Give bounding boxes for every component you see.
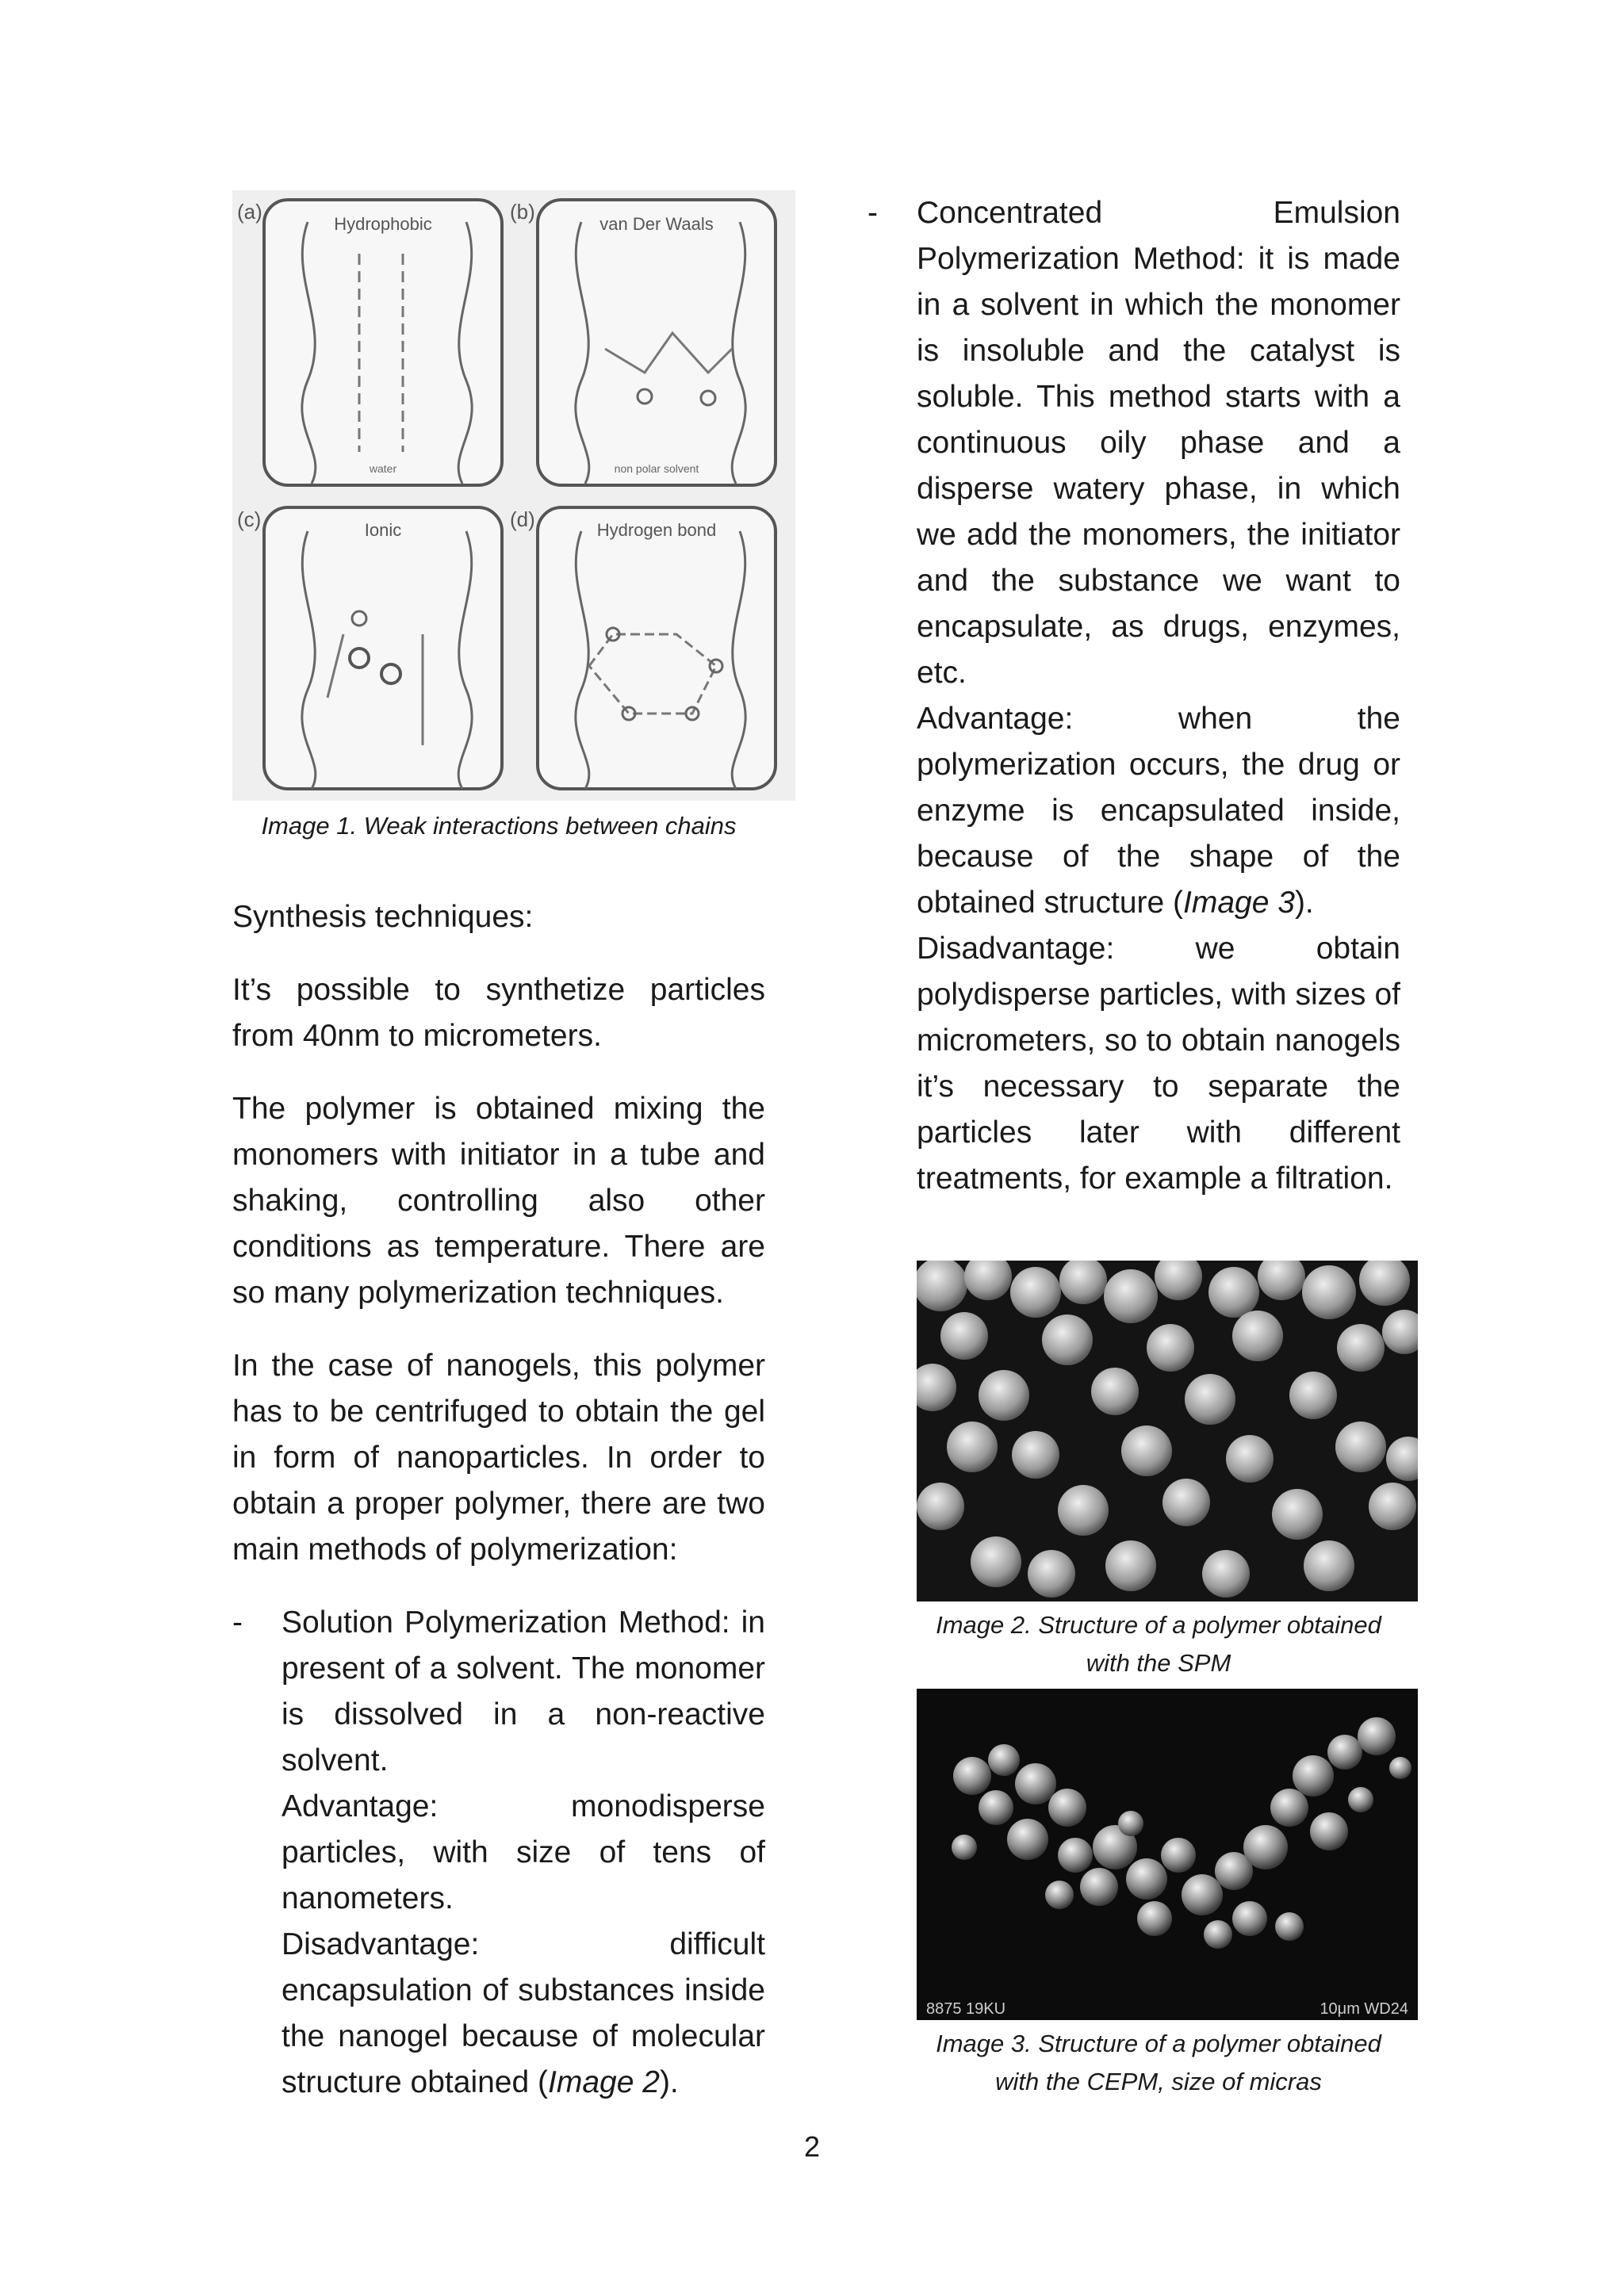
solution-advantage: Advantage: monodisperse particles, with size of tens of nanometers. xyxy=(282,1789,765,1915)
bullet-dash: - xyxy=(868,196,878,230)
micrograph-scale-left: 8875 19KU xyxy=(926,2000,1006,2018)
micrograph-scale-right: 10μm WD24 xyxy=(1320,2000,1408,2018)
cepm-micrograph-image xyxy=(917,1689,1418,2020)
paragraph-nanogels: In the case of nanogels, this polymer has to be centrifuged to obtain the gel in form of nanoparticles. In order to obtain a proper polymer, there are two main methods of polymerization: xyxy=(232,1349,765,1567)
weak-interactions-diagram xyxy=(232,190,795,801)
emulsion-advantage xyxy=(917,696,1400,926)
figure3-caption: Image 3. Structure of a polymer obtained with the CEPM, size of micras xyxy=(936,2030,1381,2095)
emulsion-disadvantage: Disadvantage: we obtain polydisperse particles, with sizes of micrometers, so to obtain nanogels it’s necessary to separate the particles later with different treatments, for example a filtration. xyxy=(917,932,1400,1196)
panel-c-letter: (c) xyxy=(237,507,262,531)
emulsion-advantage-text: Advantage: when the polymerization occurs, the drug or enzyme is encapsulated inside, because of the shape of the obtained structure ( xyxy=(917,702,1400,920)
spm-micrograph-image xyxy=(917,1261,1418,1601)
panel-d-title: Hydrogen bond xyxy=(596,520,717,540)
paragraph-particle-size: It’s possible to synthetize particles from 40nm to micrometers. xyxy=(232,973,765,1053)
figure2-caption: Image 2. Structure of a polymer obtained with the SPM xyxy=(936,1611,1381,1677)
synthesis-heading: Synthesis techniques: xyxy=(232,900,534,934)
left-column xyxy=(232,190,765,2106)
bullet-solution-polymerization xyxy=(232,1600,765,2106)
emulsion-method-text: Concentrated Emulsion Polymerization Method: it is made in a solvent in which the monomer is insoluble and the catalyst is soluble. This method starts with a continuous oily phase and a disperse watery phase, in which we add the monomers, the initiator and the substance we want to encapsulate, as drugs, enzymes, etc. xyxy=(917,196,1400,690)
figure-spm-micrograph xyxy=(917,1261,1418,1601)
solution-disadvantage-close: ). xyxy=(659,2065,679,2099)
solution-disadvantage-text: difficult encapsulation of substances inside the nanogel because of molecular structure obtained ( xyxy=(282,1927,765,2099)
page-number: 2 xyxy=(803,2130,821,2163)
image3-reference: Image 3 xyxy=(1183,886,1295,920)
bullet-emulsion-polymerization xyxy=(868,190,1400,1202)
solution-method-text: Solution Polymerization Method: in present of a solvent. The monomer is dissolved in a non-reactive solvent. xyxy=(282,1605,765,1777)
solution-disadvantage-label: Disadvantage: xyxy=(282,1927,480,1961)
panel-a-title: Hydrophobic xyxy=(334,214,432,234)
panel-a-footer: water xyxy=(369,462,397,475)
figure-weak-interactions xyxy=(232,190,795,801)
solution-disadvantage xyxy=(282,1922,765,2106)
figure1-caption: Image 1. Weak interactions between chains xyxy=(261,812,737,840)
figure-cepm-micrograph xyxy=(917,1689,1418,2020)
image2-reference: Image 2 xyxy=(548,2065,660,2099)
panel-a-letter: (a) xyxy=(237,200,262,224)
paragraph-polymer-mixing: The polymer is obtained mixing the monomers with initiator in a tube and shaking, controlling also other conditions as temperature. There are so many polymerization techniques. xyxy=(232,1092,765,1310)
panel-b-title: van Der Waals xyxy=(599,214,714,234)
panel-d-letter: (d) xyxy=(510,507,535,531)
panel-c-title: Ionic xyxy=(364,520,402,540)
emulsion-advantage-close: ). xyxy=(1294,886,1314,920)
panel-b-letter: (b) xyxy=(510,200,535,224)
bullet-dash: - xyxy=(232,1605,243,1640)
panel-b-footer: non polar solvent xyxy=(614,462,699,475)
right-column xyxy=(868,190,1408,2101)
